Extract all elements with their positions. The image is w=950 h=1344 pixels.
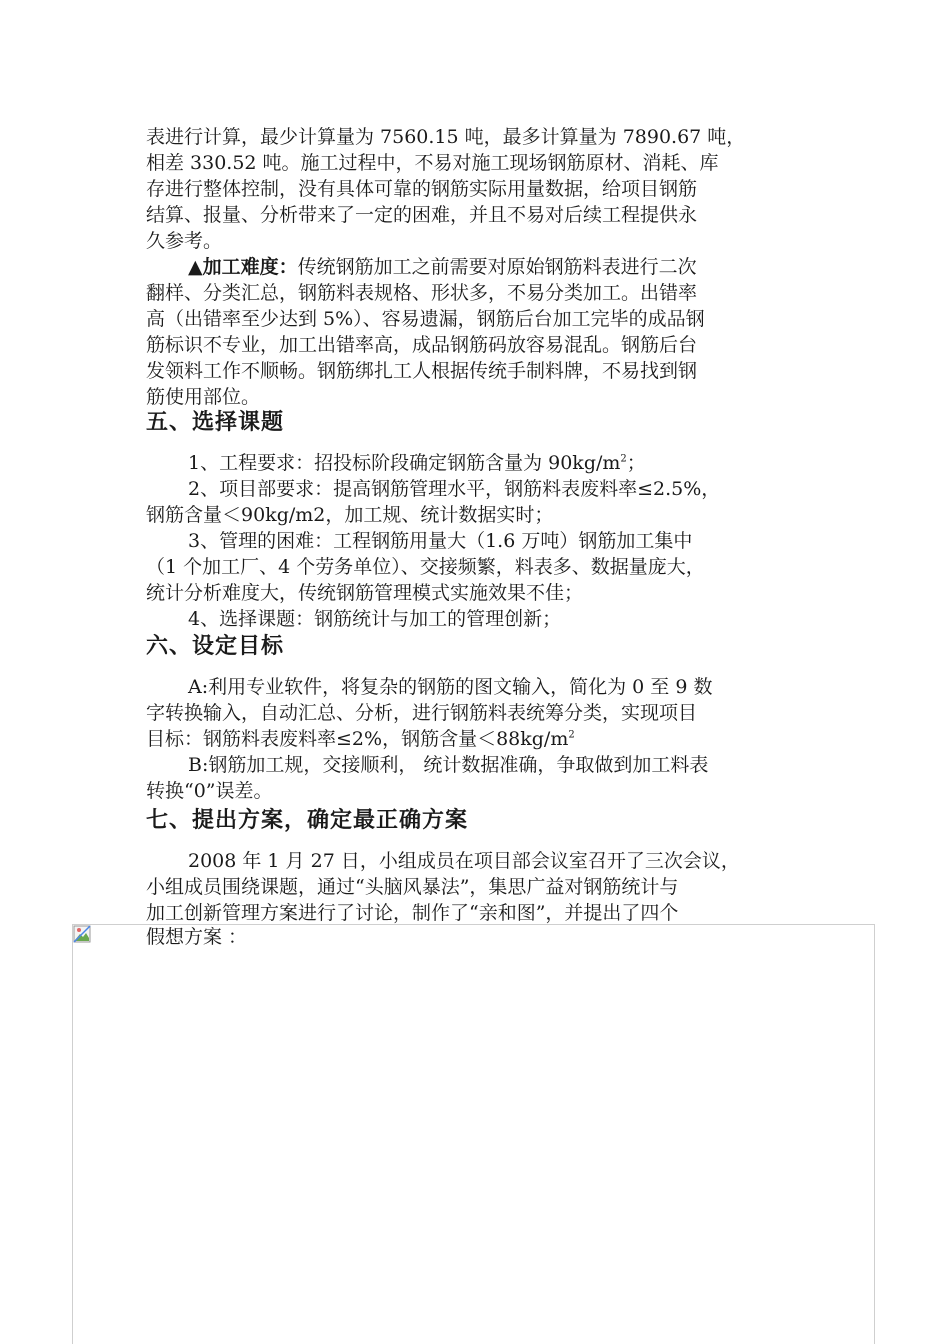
- paragraph-line: 相差 330.52 吨。施工过程中，不易对施工现场钢筋原材、消耗、库: [146, 152, 719, 174]
- list-item-continuation: 钢筋含量＜90kg/m2，加工规、统计数据实时；: [146, 504, 554, 526]
- list-item: 2、项目部要求：提高钢筋管理水平，钢筋料表废料率≤2.5%，: [188, 478, 721, 500]
- difficulty-label: ▲加工难度：: [188, 256, 298, 278]
- section-heading: 五、选择课题: [146, 410, 285, 435]
- section-heading: 六、设定目标: [146, 634, 285, 659]
- difficulty-first-line: [188, 254, 697, 280]
- paragraph-line: 存进行整体控制，没有具体可靠的钢筋实际用量数据，给项目钢筋: [146, 178, 698, 200]
- list-item: [188, 450, 646, 476]
- goal-a-line: [146, 726, 575, 752]
- paragraph-line: 翻样、分类汇总，钢筋料表规格、形状多，不易分类加工。出错率: [146, 282, 698, 304]
- list-item: 4、选择课题：钢筋统计与加工的管理创新；: [188, 608, 562, 630]
- goal-a-text: 目标：钢筋料表废料率≤2%，钢筋含量＜88kg/m: [146, 728, 569, 750]
- list-item-continuation: 统计分析难度大，传统钢筋管理模式实施效果不佳；: [146, 582, 584, 604]
- paragraph-line: 假想方案 ：: [146, 926, 248, 948]
- paragraph-line: 加工创新管理方案进行了讨论，制作了“亲和图”，并提出了四个: [146, 902, 679, 924]
- paragraph-line: 2008 年 1 月 27 日，小组成员在项目部会议室召开了三次会议，: [188, 850, 740, 872]
- paragraph-line: 小组成员围绕课题，通过“头脑风暴法”，集思广益对钢筋统计与: [146, 876, 679, 898]
- paragraph-line: 表进行计算，最少计算量为 7560.15 吨，最多计算量为 7890.67 吨，: [146, 126, 746, 148]
- list-item-text: ；: [626, 452, 646, 474]
- difficulty-text: 传统钢筋加工之前需要对原始钢筋料表进行二次: [297, 256, 697, 278]
- paragraph-line: 发领料工作不顺畅。钢筋绑扎工人根据传统手制料牌，不易找到钢: [146, 360, 698, 382]
- list-item-continuation: （1 个加工厂、4 个劳务单位）、交接频繁，料表多、数据量庞大，: [146, 556, 705, 578]
- paragraph-line: 结算、报量、分析带来了一定的困难，并且不易对后续工程提供永: [146, 204, 698, 226]
- list-item: 3、管理的困难：工程钢筋用量大（1.6 万吨）钢筋加工集中: [188, 530, 693, 552]
- goal-a-line: A:利用专业软件，将复杂的钢筋的图文输入，简化为 0 至 9 数: [188, 676, 713, 698]
- goal-b-line: B:钢筋加工规，交接顺利， 统计数据准确，争取做到加工料表: [188, 754, 709, 776]
- superscript: 2: [620, 453, 627, 465]
- paragraph-line: 高（出错率至少达到 5%）、容易遗漏，钢筋后台加工完毕的成品钢: [146, 308, 705, 330]
- goal-b-line: 转换“0”误差。: [146, 780, 273, 802]
- broken-image-icon: [73, 925, 91, 943]
- paragraph-line: 筋使用部位。: [146, 386, 261, 408]
- paragraph-line: 久参考。: [146, 230, 223, 252]
- list-item-text: 1、工程要求：招投标阶段确定钢筋含量为 90kg/m: [188, 452, 621, 474]
- superscript: 2: [568, 729, 575, 741]
- section-heading: 七、提出方案，确定最正确方案: [146, 808, 469, 833]
- paragraph-line: 筋标识不专业，加工出错率高，成品钢筋码放容易混乱。钢筋后台: [146, 334, 698, 356]
- embedded-image-frame: [72, 924, 875, 1344]
- goal-a-line: 字转换输入，自动汇总、分析，进行钢筋料表统筹分类，实现项目: [146, 702, 698, 724]
